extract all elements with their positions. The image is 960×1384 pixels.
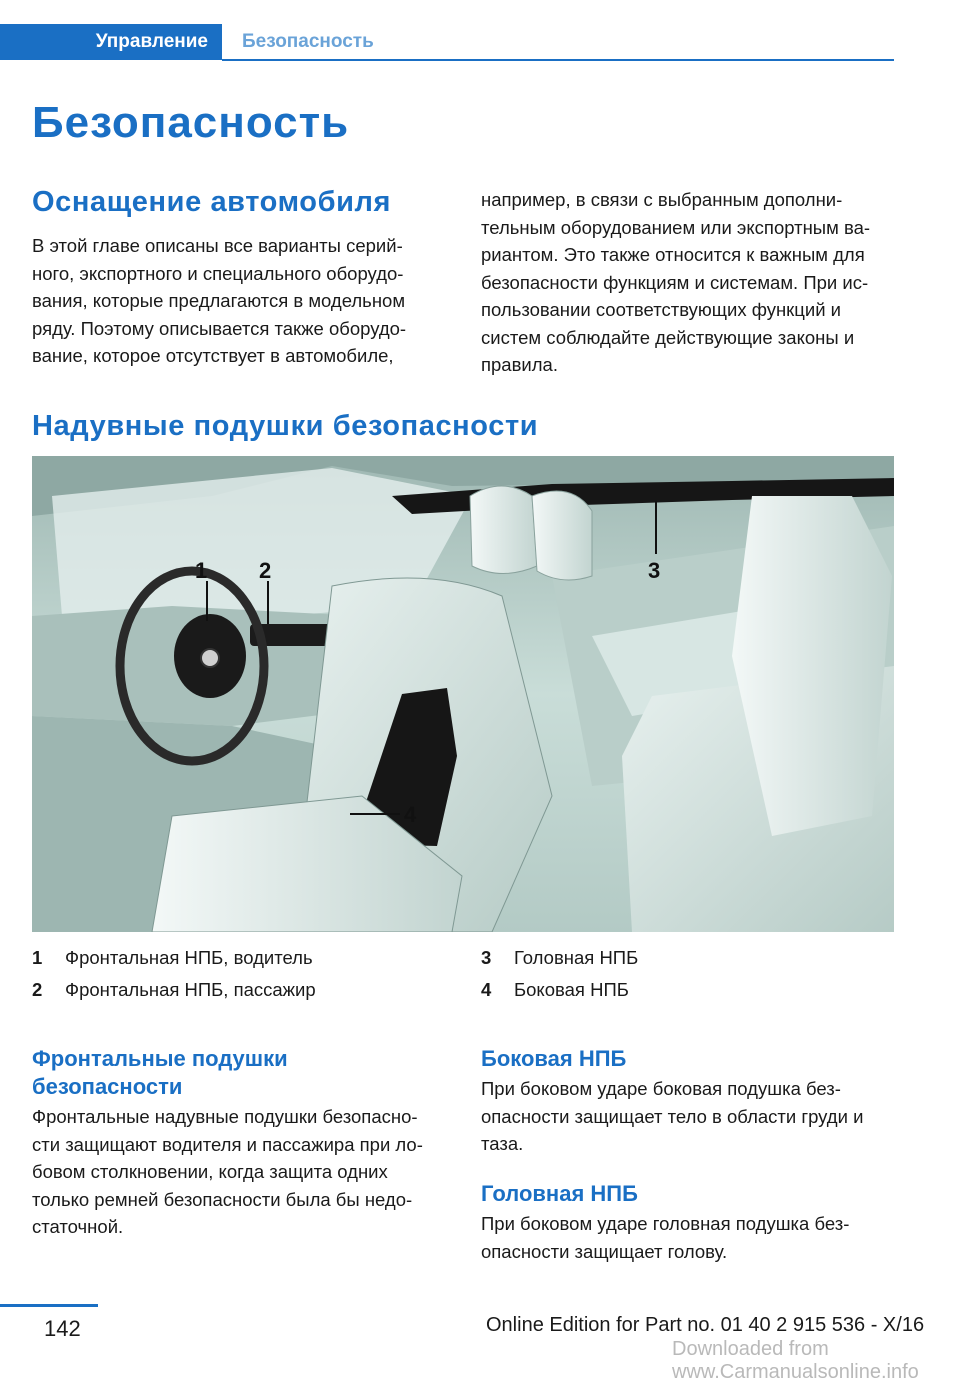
text-line: тельным оборудованием или экспортным ва-	[481, 216, 871, 238]
tab-control[interactable]: Управление	[0, 24, 222, 60]
legend-item	[481, 942, 638, 974]
passenger-headrest	[470, 486, 537, 574]
title-line: Фронтальные подушки	[32, 1046, 288, 1071]
text-line: вание, которое отсутствует в автомобиле,	[32, 345, 394, 366]
watermark-text: Downloaded from www.Carmanualsonline.info	[672, 1338, 919, 1383]
head-airbag-text	[481, 1210, 901, 1265]
equipment-text-right	[481, 186, 901, 379]
legend-number: 4	[481, 979, 492, 1000]
title-line: безопасности	[32, 1074, 183, 1099]
legend-number: 1	[32, 947, 43, 968]
rear-headrest	[532, 491, 592, 580]
callout-4: 4	[404, 802, 417, 827]
edition-text: Online Edition for Part no. 01 40 2 915 536 - X/16	[486, 1314, 925, 1336]
text-line: безопасности функциям и системам. При ис-	[481, 271, 869, 293]
tab-safety[interactable]: Безопасность	[242, 31, 374, 52]
legend-item	[32, 974, 316, 1006]
legend-text: Боковая НПБ	[514, 979, 629, 1000]
callout-2: 2	[259, 558, 272, 583]
section-title-airbags: Надувные подушки безопасности	[32, 410, 539, 442]
text-line: ряду. Поэтому описывается также оборудо-	[32, 317, 407, 339]
legend-item	[481, 974, 638, 1006]
text-line: систем соблюдайте действующие законы и	[481, 326, 855, 348]
footer-rule	[0, 1304, 98, 1307]
head-airbag-title: Головная НПБ	[481, 1181, 638, 1206]
text-line: вания, которые предлагаются в модельном	[32, 290, 406, 311]
section-title-equipment: Оснащение автомобиля	[32, 186, 392, 218]
page-number: 142	[44, 1316, 81, 1341]
text-line: бовом столкновении, когда защита одних	[32, 1161, 388, 1182]
text-line: При боковом ударе головная подушка без-	[481, 1213, 850, 1234]
legend-number: 3	[481, 947, 492, 968]
text-line: Фронтальные надувные подушки безопасно-	[32, 1106, 418, 1127]
callout-1: 1	[195, 558, 208, 583]
tab-underline	[222, 59, 894, 61]
text-line: опасности защищает голову.	[481, 1240, 728, 1262]
text-line: сти защищают водителя и пассажира при ло-	[32, 1133, 423, 1155]
text-line: например, в связи с выбранным дополни-	[481, 189, 843, 210]
steering-logo	[201, 649, 219, 667]
text-line: пользовании соответствующих функций и	[481, 299, 842, 320]
text-line: таза.	[481, 1133, 524, 1154]
front-airbags-title	[32, 1045, 288, 1101]
callout-3: 3	[648, 558, 661, 583]
text-line: При боковом ударе боковая подушка без-	[481, 1078, 841, 1099]
text-line: риантом. Это также относится к важным для	[481, 244, 865, 265]
equipment-text-left	[32, 232, 452, 370]
text-line: только ремней безопасности была бы недо-	[32, 1188, 413, 1210]
text-line: правила.	[481, 354, 558, 375]
legend-item	[32, 942, 316, 974]
text-line: опасности защищает тело в области груди и	[481, 1105, 864, 1127]
front-airbags-text	[32, 1103, 462, 1241]
legend-text: Фронтальная НПБ, водитель	[65, 947, 313, 968]
figure-legend-left	[32, 942, 316, 1006]
header-tabs	[0, 24, 894, 62]
text-line: ного, экспортного и специального оборудо-	[32, 262, 404, 284]
page-title: Безопасность	[32, 98, 350, 147]
airbag-illustration	[32, 456, 894, 932]
legend-text: Головная НПБ	[514, 947, 639, 968]
car-interior-drawing	[32, 456, 894, 932]
text-line: статочной.	[32, 1216, 124, 1237]
legend-number: 2	[32, 979, 43, 1000]
text-line: В этой главе описаны все варианты серий-	[32, 235, 403, 256]
legend-text: Фронтальная НПБ, пассажир	[65, 979, 316, 1000]
figure-legend-right	[481, 942, 638, 1006]
side-airbag-title: Боковая НПБ	[481, 1046, 627, 1071]
side-airbag-text	[481, 1075, 901, 1158]
